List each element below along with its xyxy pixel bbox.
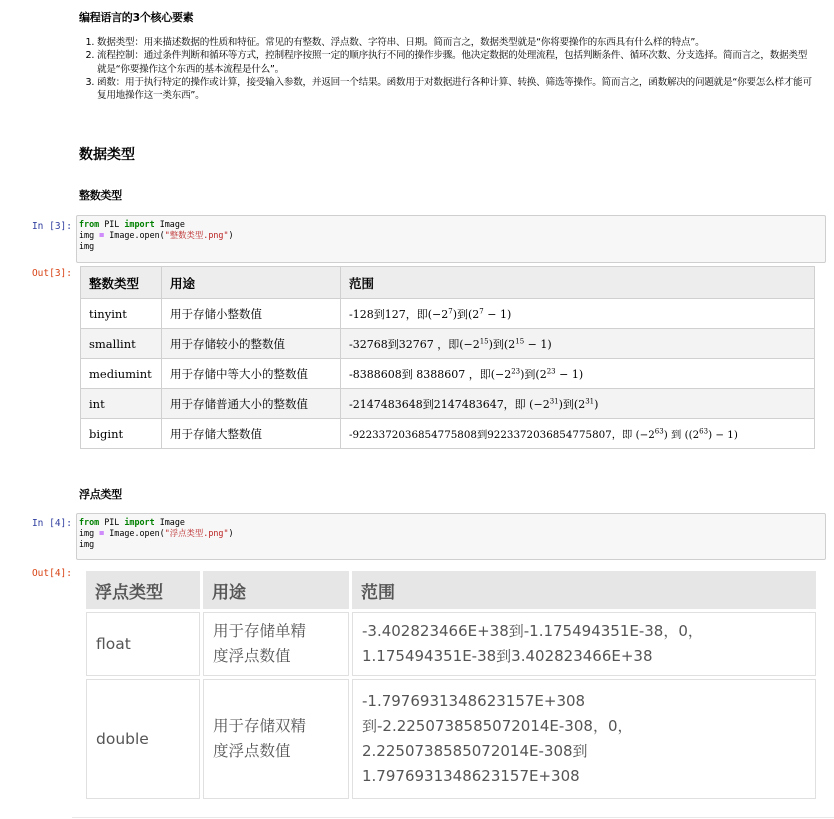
intro-heading: 编程语言的3个核心要素 [79,11,194,24]
code-string: "浮点类型.png" [164,528,229,538]
type-cell: float [86,612,200,676]
range-cell: -128到127，即$(-2^7)$到$(2^7 - 1)$ [341,299,815,329]
header-cell: 用途 [162,267,341,299]
header-cell: 浮点类型 [86,571,200,609]
float-types-table [83,568,819,802]
code-text: PIL [99,517,125,527]
range-cell: -3.402823466E+38到-1.175494351E-38，0， 1.175494351E-38到3.402823466E+38 [352,612,816,676]
code-text: PIL [99,219,125,229]
use-cell: 用于存储较小的整数值 [162,329,341,359]
type-cell: bigint [81,419,162,449]
range-cell: -1.7976931348623157E+308 到-2.2250738585072014E-308，0， 2.2250738585072014E-308到 1.7976931348623157E+308 [352,679,816,799]
table-row [86,612,816,676]
integer-section-title: 整数类型 [79,189,122,202]
input-prompt: In [3]: [31,221,72,232]
header-cell: 范围 [341,267,815,299]
list-item: 3. 函数：用于执行特定的操作或计算，接受输入参数，并返回一个结果。函数用于对数据进行各种计算、转换、筛选等操作。简而言之，函数解决的问题就是“你要怎么样才能可复用地操作这一类东西”。 [97,76,814,103]
code-text: img [79,230,100,240]
code-string: "整数类型.png" [164,230,229,240]
divider [72,817,834,818]
code-text: Image.open( [104,230,165,240]
type-cell: int [81,389,162,419]
type-cell: double [86,679,200,799]
use-cell: 用于存储大整数值 [162,419,341,449]
table-row [81,359,815,389]
code-text: img [79,241,95,251]
header-cell: 用途 [203,571,349,609]
code-keyword: from [79,219,100,229]
table-row [81,389,815,419]
float-section-title: 浮点类型 [79,488,122,501]
type-cell: tinyint [81,299,162,329]
section-title: 数据类型 [79,147,135,163]
use-cell: 用于存储双精 度浮点数值 [203,679,349,799]
header-cell: 整数类型 [81,267,162,299]
code-text: ) [228,230,234,240]
input-prompt: In [4]: [31,518,72,529]
output-prompt: Out[4]: [31,568,72,579]
list-item: 1. 数据类型：用来描述数据的性质和特征。常见的有整数、浮点数、字符串、日期。简而言之，数据类型就是“你将要操作的东西具有什么样的特点”。 [97,36,814,49]
code-keyword: import [124,517,155,527]
code-keyword: from [79,517,100,527]
use-cell: 用于存储普通大小的整数值 [162,389,341,419]
code-keyword: import [124,219,155,229]
header-cell: 范围 [352,571,816,609]
code-text: Image.open( [104,528,165,538]
code-operator: = [99,528,105,538]
type-cell: smallint [81,329,162,359]
table-row [81,299,815,329]
range-cell: -8388608到 8388607 ，即$(-2^{23})$到$(2^{23} - 1)$ [341,359,815,389]
range-cell: -9223372036854775808到9223372036854775807，即 $(-2^{63})$ 到 $((2^{63}) - 1)$ [341,419,815,449]
code-cell[interactable] [76,513,826,560]
table-row [81,419,815,449]
table-header-row [86,571,816,609]
range-cell: -32768到32767 ，即$(-2^{15})$到$(2^{15} - 1)$ [341,329,815,359]
table-header-row [81,267,815,299]
use-cell: 用于存储单精 度浮点数值 [203,612,349,676]
intro-section [79,9,814,102]
core-elements-list [79,36,814,102]
code-text: img [79,539,95,549]
code-text: Image [154,517,185,527]
integer-types-table [80,266,815,449]
table-row [86,679,816,799]
table-row [81,329,815,359]
type-cell: mediumint [81,359,162,389]
code-text: Image [154,219,185,229]
range-cell: -2147483648到2147483647，即 $(-2^{31})$到$(2^{31})$ [341,389,815,419]
use-cell: 用于存储中等大小的整数值 [162,359,341,389]
use-cell: 用于存储小整数值 [162,299,341,329]
code-cell[interactable] [76,215,826,263]
output-prompt: Out[3]: [31,268,72,279]
code-operator: = [99,230,105,240]
code-text: img [79,528,100,538]
code-text: ) [228,528,234,538]
list-item: 2. 流程控制：通过条件判断和循环等方式，控制程序按照一定的顺序执行不同的操作步骤。他决定数据的处理流程，包括判断条件、循环次数、分支选择。简而言之，数据类型就是“你要操作这个东西的基本流程是什么”。 [97,49,814,76]
